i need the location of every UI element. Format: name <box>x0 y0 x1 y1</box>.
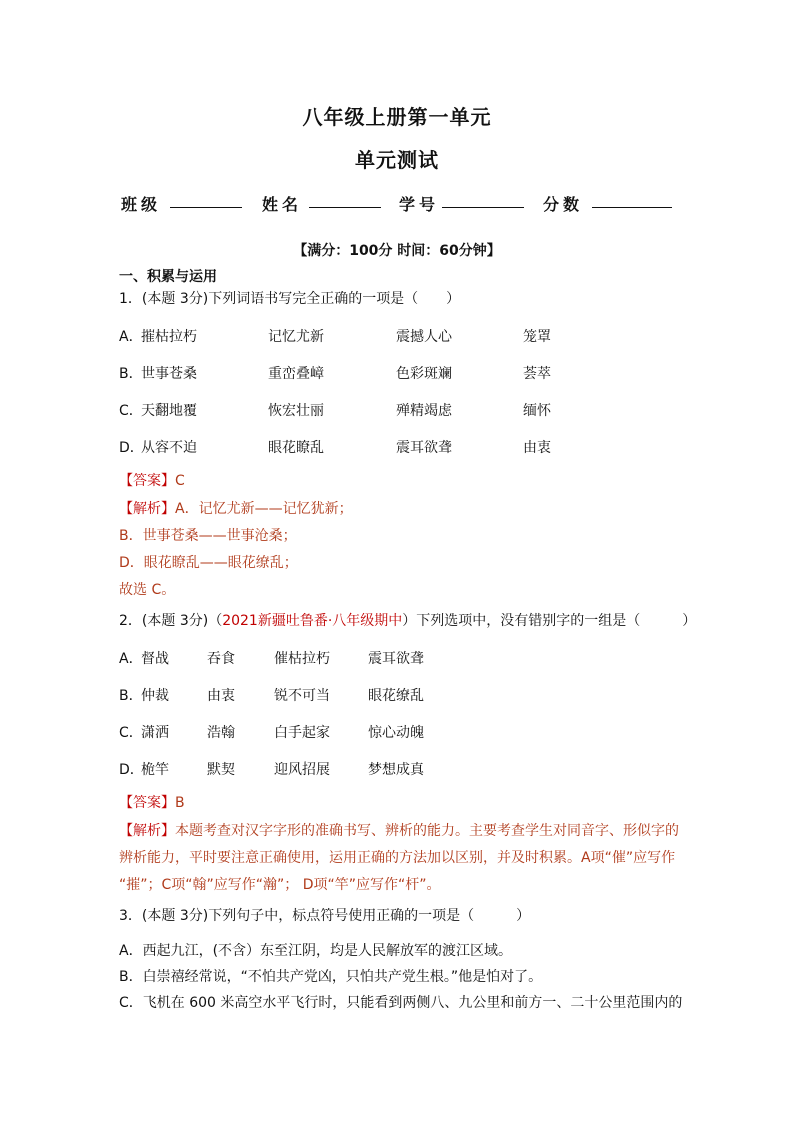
option-label: C． <box>119 725 143 741</box>
option-word: 笼罩 <box>523 329 551 345</box>
option-label: D． <box>119 440 144 456</box>
option-label: A． <box>119 329 143 345</box>
analysis-tag: 【解析】 <box>119 501 175 517</box>
q3-option-c[interactable]: C．飞机在 600 米高空水平飞行时，只能看到两侧八、九公里和前方一、二十公里范围内的 <box>119 995 683 1011</box>
option-word: 重峦叠嶂 <box>268 366 324 382</box>
score-label: 分数 <box>543 195 584 214</box>
q2-stem <box>119 610 696 630</box>
score-blank[interactable] <box>592 207 672 208</box>
q1-analysis-line-3: D．眼花瞭乱——眼花缭乱； <box>119 555 298 571</box>
option-label: D． <box>119 762 144 778</box>
analysis-tag: 【解析】 <box>119 823 175 839</box>
analysis-text: 本题考查对汉字字形的准确书写、辨析的能力。主要考查学生对同音字、形似字的 <box>175 823 679 839</box>
option-word: 梦想成真 <box>368 762 424 778</box>
analysis-text: A．记忆尤新——记忆犹新； <box>175 501 353 517</box>
q2-source: 2021新疆吐鲁番·八年级期中 <box>222 613 403 629</box>
option-label: B． <box>119 366 143 382</box>
option-word: 白手起家 <box>274 725 330 741</box>
option-word: 色彩斑斓 <box>396 366 452 382</box>
option-word: 恢宏壮丽 <box>268 403 324 419</box>
option-label: C． <box>119 403 143 419</box>
answer-tag: 【答案】 <box>119 473 175 489</box>
exam-meta: 【满分：100分 时间：60分钟】 <box>293 243 501 259</box>
name-label: 姓名 <box>262 195 303 214</box>
q2-analysis-line-3: “摧”；C项“翰”应写作“瀚”； D项“竿”应写作“杆”。 <box>119 877 441 893</box>
option-word: 荟萃 <box>523 366 551 382</box>
q2-analysis-line-2: 辨析能力，平时要注意正确使用，运用正确的方法加以区别，并及时积累。A项“催”应写作 <box>119 850 676 866</box>
class-label: 班级 <box>121 195 162 214</box>
number-blank[interactable] <box>442 207 524 208</box>
option-word: 震耳欲聋 <box>368 651 424 667</box>
q3-option-a[interactable]: A．西起九江，(不含）东至江阴，均是人民解放军的渡江区域。 <box>119 943 513 959</box>
q1-analysis-line-2: B．世事苍桑——世事沧桑； <box>119 528 297 544</box>
option-word: 潇洒 <box>141 725 169 741</box>
class-blank[interactable] <box>170 207 242 208</box>
answer-value: B <box>175 795 185 811</box>
option-word: 由衷 <box>523 440 551 456</box>
page-title: 八年级上册第一单元 <box>302 105 492 129</box>
option-word: 世事苍桑 <box>141 366 197 382</box>
option-word: 天翻地覆 <box>141 403 197 419</box>
q1-conclusion: 故选 C。 <box>119 582 176 598</box>
option-word: 震耳欲聋 <box>396 440 452 456</box>
q2-prefix: 2．(本题 3分)（ <box>119 613 223 629</box>
q1-answer <box>119 470 185 490</box>
option-word: 吞食 <box>207 651 235 667</box>
option-word: 震撼人心 <box>396 329 452 345</box>
q3-stem: 3．(本题 3分)下列句子中，标点符号使用正确的一项是（ ） <box>119 908 531 924</box>
q1-stem: 1．(本题 3分)下列词语书写完全正确的一项是（ ） <box>119 291 461 307</box>
q1-analysis-line-1 <box>119 498 353 518</box>
answer-tag: 【答案】 <box>119 795 175 811</box>
number-label: 学号 <box>399 195 440 214</box>
option-word: 仲裁 <box>141 688 169 704</box>
section-heading: 一、积累与运用 <box>119 269 217 285</box>
option-word: 缅怀 <box>523 403 551 419</box>
option-word: 督战 <box>141 651 169 667</box>
q2-answer <box>119 792 185 812</box>
option-word: 锐不可当 <box>274 688 330 704</box>
option-word: 惊心动魄 <box>368 725 424 741</box>
option-word: 记忆尤新 <box>268 329 324 345</box>
option-word: 浩翰 <box>207 725 235 741</box>
q2-analysis-line-1 <box>119 820 679 840</box>
option-word: 眼花瞭乱 <box>268 440 324 456</box>
option-word: 迎风招展 <box>274 762 330 778</box>
option-label: A． <box>119 651 143 667</box>
option-word: 催枯拉朽 <box>274 651 330 667</box>
option-word: 殚精竭虑 <box>396 403 452 419</box>
answer-value: C <box>175 473 185 489</box>
option-label: B． <box>119 688 143 704</box>
page-subtitle: 单元测试 <box>355 148 439 172</box>
option-word: 摧枯拉朽 <box>141 329 197 345</box>
q2-suffix: ）下列选项中，没有错别字的一组是（ ） <box>402 613 697 629</box>
q3-option-b[interactable]: B．白崇禧经常说，“不怕共产党凶，只怕共产党生根。”他是怕对了。 <box>119 969 543 985</box>
name-blank[interactable] <box>309 207 381 208</box>
option-word: 桅竿 <box>141 762 169 778</box>
option-word: 由衷 <box>207 688 235 704</box>
option-word: 默契 <box>207 762 235 778</box>
option-word: 眼花缭乱 <box>368 688 424 704</box>
option-word: 从容不迫 <box>141 440 197 456</box>
